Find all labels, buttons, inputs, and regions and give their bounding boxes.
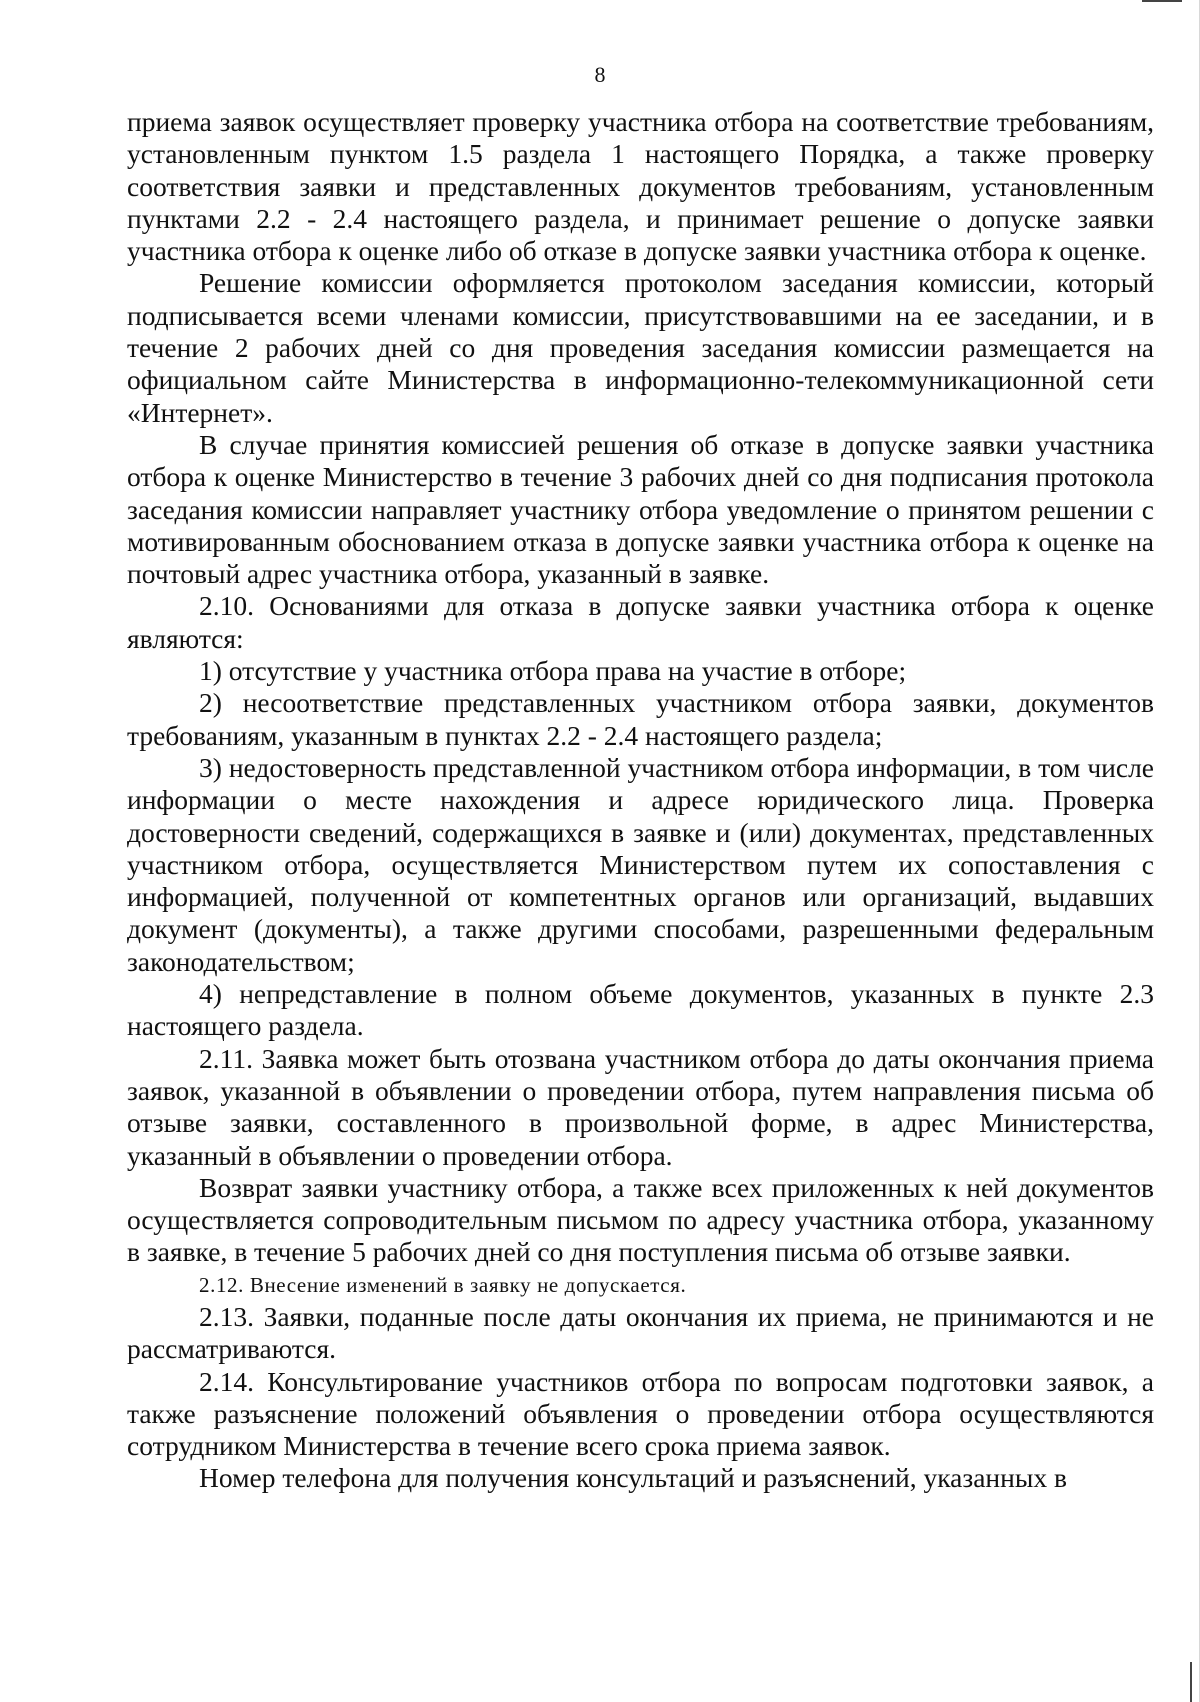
paragraph-2-10: 2.10. Основаниями для отказа в допуске заявки участника отбора к оценке являются: — [127, 590, 1154, 654]
paragraph-commission-decision: Решение комиссии оформляется протоколом заседания комиссии, который подписывается всеми членами комиссии, присутствовавшими на ее заседании, и в течение 2 рабочих дней со дня проведения заседания комиссии размещается на официальном сайте Министерства в информационно-телекоммуникационной сети «Интернет». — [127, 267, 1154, 428]
list-item-2: 2) несоответствие представленных участником отбора заявки, документов требованиям, указанным в пунктах 2.2 - 2.4 настоящего раздела; — [127, 687, 1154, 751]
list-item-1: 1) отсутствие у участника отбора права на участие в отборе; — [199, 655, 907, 687]
paragraph-2-12: 2.12. Внесение изменений в заявку не допускается. — [199, 1272, 687, 1297]
paragraph-phone: Номер телефона для получения консультаций и разъяснений, указанных в — [199, 1462, 1067, 1494]
document-text — [127, 106, 1154, 1495]
paragraph-continuation: приема заявок осуществляет проверку участника отбора на соответствие требованиям, установленным пунктом 1.5 раздела 1 настоящего Порядка, а также проверку соответствия заявки и представленных документов требованиям, установленным пунктами 2.2 - 2.4 настоящего раздела, и принимает решение о допуске заявки участника отбора к оценке либо об отказе в допуске заявки участника отбора к оценке. — [127, 106, 1154, 267]
paragraph-2-14: 2.14. Консультирование участников отбора по вопросам подготовки заявок, а также разъяснение положений объявления о проведении отбора осуществляются сотрудником Министерства в течение всего срока приема заявок. — [127, 1365, 1154, 1462]
list-item-4: 4) непредставление в полном объеме документов, указанных в пункте 2.3 настоящего раздела. — [127, 978, 1154, 1042]
scan-mark-bottom — [1190, 1662, 1192, 1702]
page-number: 8 — [594, 62, 606, 87]
paragraph-2-13: 2.13. Заявки, поданные после даты окончания их приема, не принимаются и не рассматриваются. — [127, 1300, 1154, 1365]
paragraph-2-11: 2.11. Заявка может быть отозвана участником отбора до даты окончания приема заявок, указанной в объявлении о проведении отбора, путем направления письма об отзыве заявки, составленного в произвольной форме, в адрес Министерства, указанный в объявлении о проведении отбора. — [127, 1042, 1154, 1171]
paragraph-refusal-notice: В случае принятия комиссией решения об отказе в допуске заявки участника отбора к оценке Министерство в течение 3 рабочих дней со дня подписания протокола заседания комиссии направляет участнику отбора уведомление о принятом решении с мотивированным обоснованием отказа в допуске заявки участника отбора к оценке на почтовый адрес участника отбора, указанный в заявке. — [127, 428, 1154, 590]
scan-mark-top — [1142, 0, 1182, 2]
list-item-3: 3) недостоверность представленной участником отбора информации, в том числе информации о месте нахождения и адресе юридического лица. Проверка достоверности сведений, содержащихся в заявке и (или) документах, представленных участником отбора, осуществляется Министерством путем их сопоставления с информацией, полученной от компетентных органов или организаций, выдавших документ (документы), а также другими способами, разрешенными федеральным законодательством; — [127, 751, 1154, 977]
paragraph-return: Возврат заявки участнику отбора, а также всех приложенных к ней документов осуществляется сопроводительным письмом по адресу участника отбора, указанному в заявке, в течение 5 рабочих дней со дня поступления письма об отзыве заявки. — [127, 1171, 1154, 1268]
